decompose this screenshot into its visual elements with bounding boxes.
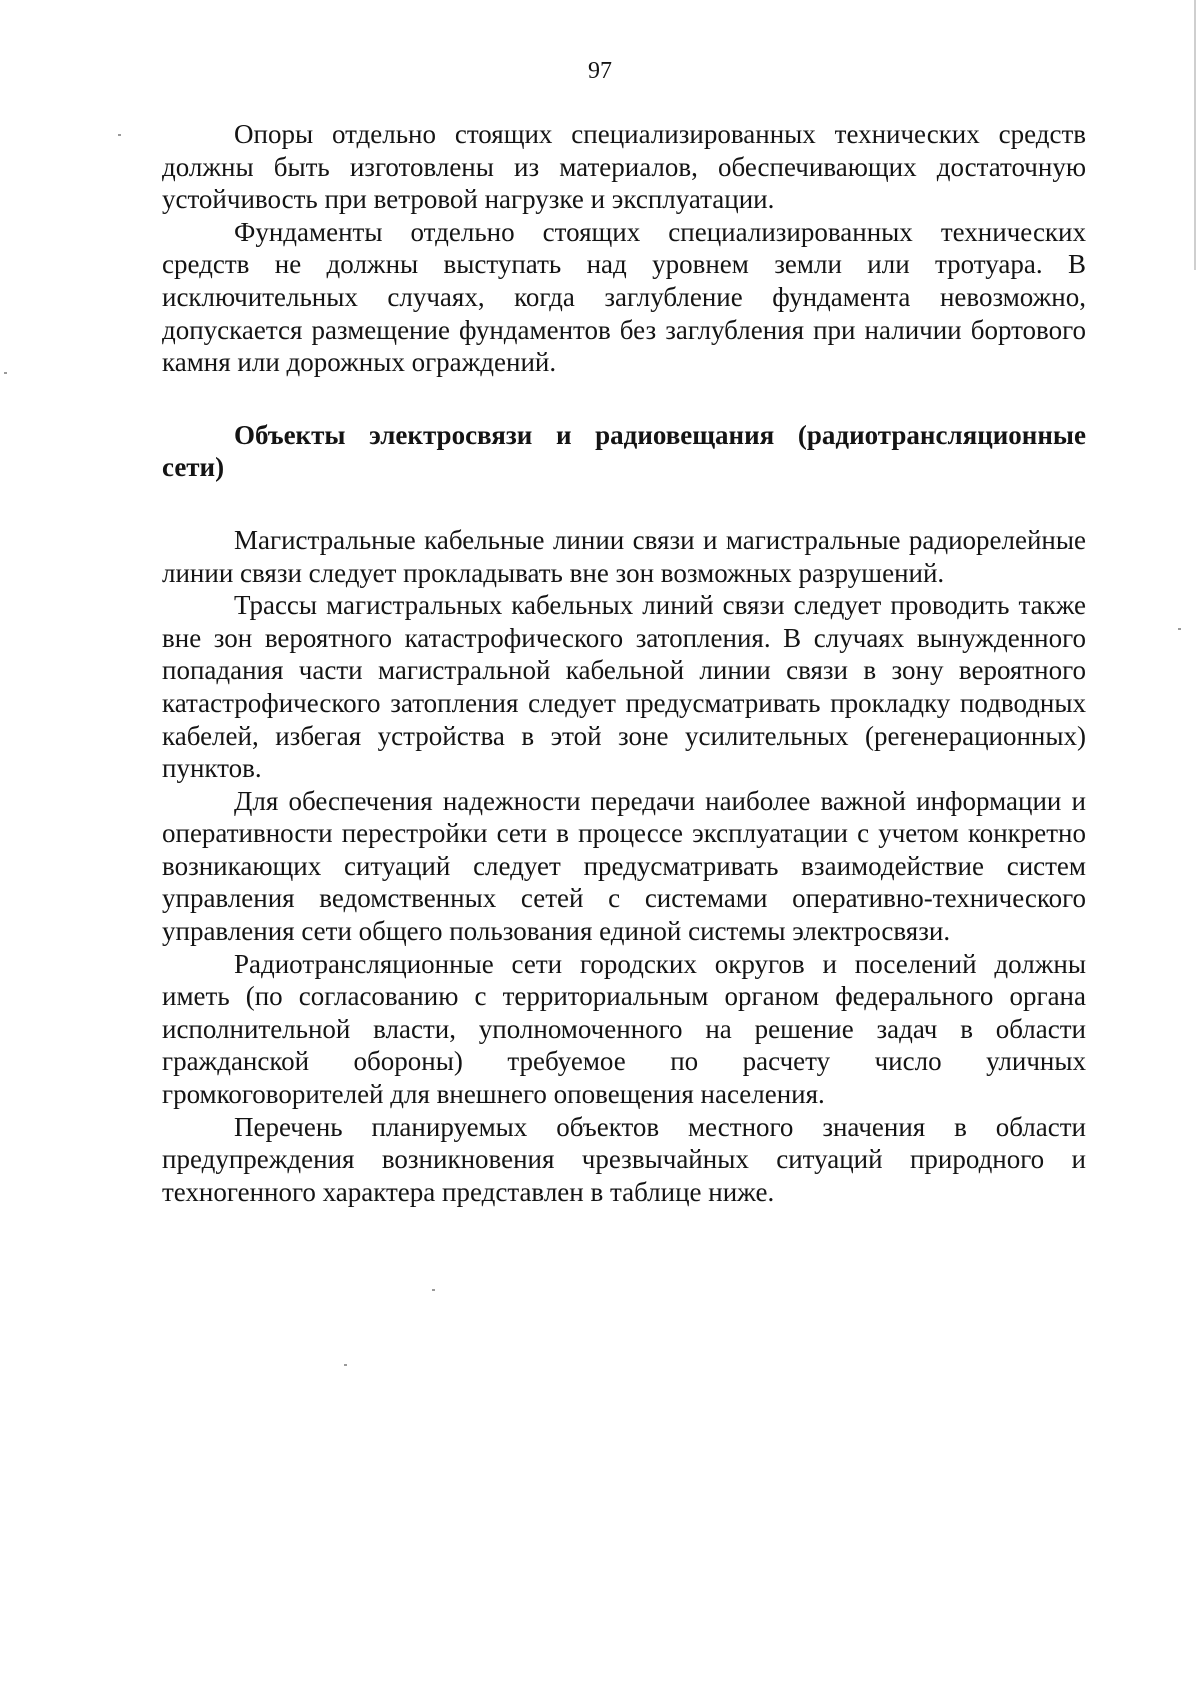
paragraph-supports: Опоры отдельно стоящих специализированных технических средств должны быть изготовлены из материалов, обеспечивающих достаточную устойчивость при ветровой нагрузке и эксплуатации. <box>162 119 1086 215</box>
scan-speck <box>344 1364 347 1366</box>
scan-speck <box>4 372 7 374</box>
paragraph-foundations: Фундаменты отдельно стоящих специализированных технических средств не должны выступать над уровнем земли или тротуара. В исключительных случаях, когда заглубление фундамента невозможно, допускается размещение фундаментов без заглубления при наличии бортового камня или дорожных ограждений. <box>162 216 1086 378</box>
scan-speck <box>118 134 121 136</box>
page-number: 97 <box>588 58 612 84</box>
paragraph-network-reliability: Для обеспечения надежности передачи наиболее важной информации и оперативности перестройки сети в процессе эксплуатации с учетом конкретно возникающих ситуаций следует предусматривать взаимодействие систем управления ведомственных сетей с системами оперативно-технического управления сети общего пользования единой системы электросвязи. <box>162 785 1086 947</box>
scan-speck <box>432 1289 435 1291</box>
section-heading: Объекты электросвязи и радиовещания (радиотрансляционные сети) <box>162 419 1086 483</box>
paragraph-radio-networks: Радиотрансляционные сети городских округов и поселений должны иметь (по согласованию с территориальным органом федерального органа исполнительной власти, уполномоченного на решение задач в области гражданской обороны) требуемое по расчету число уличных громкоговорителей для внешнего оповещения населения. <box>162 948 1086 1110</box>
paragraph-cable-routes: Трассы магистральных кабельных линий связи следует проводить также вне зон вероятного катастрофического затопления. В случаях вынужденного попадания части магистральной кабельной линии связи в зону вероятного катастрофического затопления следует предусматривать прокладку подводных кабелей, избегая устройства в этой зоне усилительных (регенерационных) пунктов. <box>162 590 1086 784</box>
document-body <box>162 118 1086 1208</box>
paragraph-cable-lines: Магистральные кабельные линии связи и магистральные радиорелейные линии связи следует прокладывать вне зон возможных разрушений. <box>162 524 1086 588</box>
scan-edge-line <box>1194 0 1196 270</box>
paragraph-objects-list: Перечень планируемых объектов местного значения в области предупреждения возникновения чрезвычайных ситуаций природного и техногенного характера представлен в таблице ниже. <box>162 1111 1086 1207</box>
scan-speck <box>1178 628 1181 630</box>
